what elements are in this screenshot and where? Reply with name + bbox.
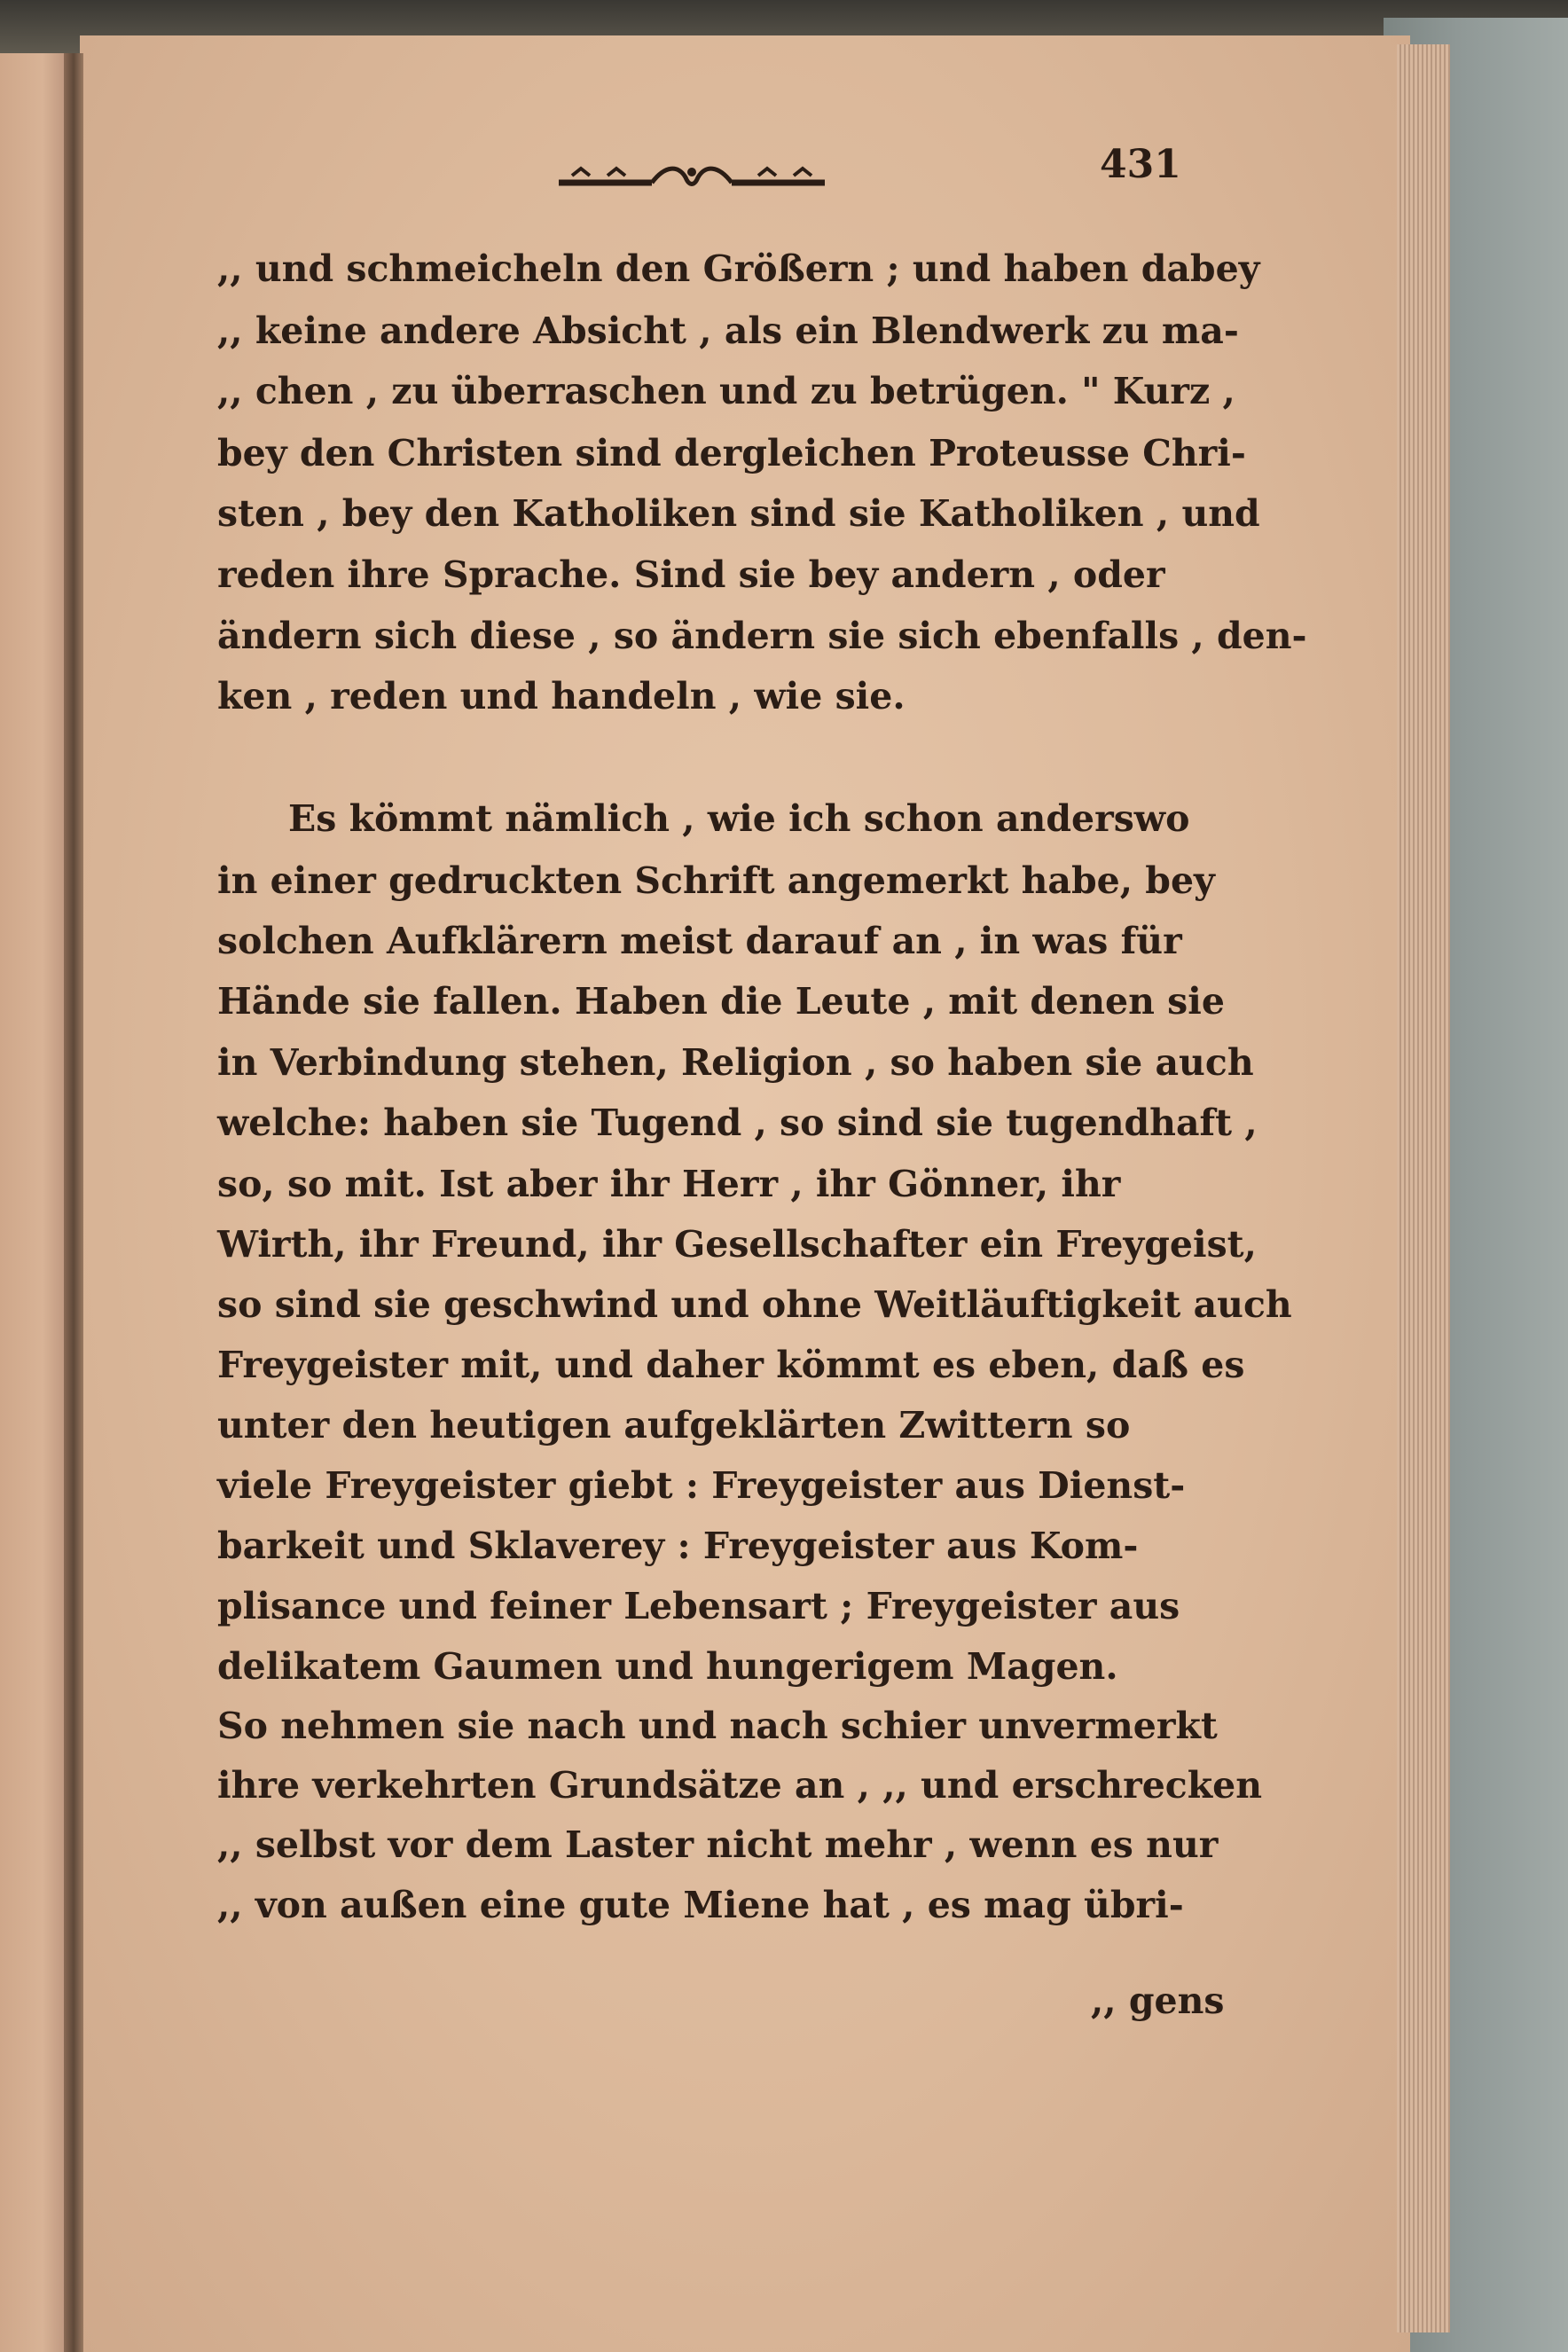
paragraph-2-line: welche: haben sie Tugend , so sind sie tugendhaft , xyxy=(217,1102,1258,1144)
paragraph-2-line: barkeit und Sklaverey : Freygeister aus Kom- xyxy=(217,1525,1139,1567)
paragraph-1-line: sten , bey den Katholiken sind sie Katholiken , und xyxy=(217,492,1260,535)
paragraph-2-line: in Verbindung stehen, Religion , so haben sie auch xyxy=(217,1041,1254,1084)
paragraph-2-line: in einer gedruckten Schrift angemerkt habe, bey xyxy=(217,859,1215,902)
paragraph-1-line: ken , reden und handeln , wie sie. xyxy=(217,675,906,717)
paragraph-2-line: solchen Aufklärern meist darauf an , in was für xyxy=(217,920,1182,962)
paragraph-2-line: viele Freygeister giebt : Freygeister aus Dienst- xyxy=(217,1464,1186,1507)
paragraph-2-line: Hände sie fallen. Haben die Leute , mit denen sie xyxy=(217,980,1225,1023)
paragraph-2-line: Es kömmt nämlich , wie ich schon anderswo xyxy=(288,797,1190,840)
paragraph-2-line: plisance und feiner Lebensart ; Freygeister aus xyxy=(217,1585,1180,1627)
paragraph-2-line: so, so mit. Ist aber ihr Herr , ihr Gönner, ihr xyxy=(217,1163,1121,1205)
paragraph-1-line: ,, und schmeicheln den Größern ; und haben dabey xyxy=(217,247,1260,290)
paragraph-1-line: reden ihre Sprache. Sind sie bey andern , oder xyxy=(217,553,1165,596)
paragraph-1-line: ,, keine andere Absicht , als ein Blendwerk zu ma- xyxy=(217,310,1239,352)
paragraph-2-line: so sind sie geschwind und ohne Weitläuftigkeit auch xyxy=(217,1283,1292,1326)
paragraph-2-line: Wirth, ihr Freund, ihr Gesellschafter ein Freygeist, xyxy=(217,1223,1257,1266)
paragraph-2-line: ,, selbst vor dem Laster nicht mehr , wenn es nur xyxy=(217,1823,1219,1866)
paragraph-1-line: ,, chen , zu überraschen und zu betrügen. " Kurz , xyxy=(217,370,1235,412)
book-gutter xyxy=(64,53,83,2352)
paragraph-2-line: delikatem Gaumen und hungerigem Magen. xyxy=(217,1645,1118,1688)
paragraph-2-line: ihre verkehrten Grundsätze an , ,, und erschrecken xyxy=(217,1764,1263,1807)
body-text xyxy=(217,244,1307,2044)
paragraph-2-line: ,, von außen eine gute Miene hat , es mag übri- xyxy=(217,1884,1184,1926)
facing-page-edge xyxy=(0,53,71,2352)
paragraph-1-line: bey den Christen sind dergleichen Proteusse Chri- xyxy=(217,432,1246,474)
page-number: 431 xyxy=(1100,142,1181,187)
paragraph-2-line: Freygeister mit, und daher kömmt es eben, daß es xyxy=(217,1344,1245,1386)
page-stack-edges xyxy=(1397,44,1450,2332)
header-ornament-icon xyxy=(554,161,829,193)
catchword: ,, gens xyxy=(1091,1980,1225,2022)
paragraph-2-line: So nehmen sie nach und nach schier unvermerkt xyxy=(217,1705,1218,1747)
paragraph-2-line: unter den heutigen aufgeklärten Zwittern so xyxy=(217,1404,1131,1446)
paragraph-1-line: ändern sich diese , so ändern sie sich ebenfalls , den- xyxy=(217,615,1307,657)
